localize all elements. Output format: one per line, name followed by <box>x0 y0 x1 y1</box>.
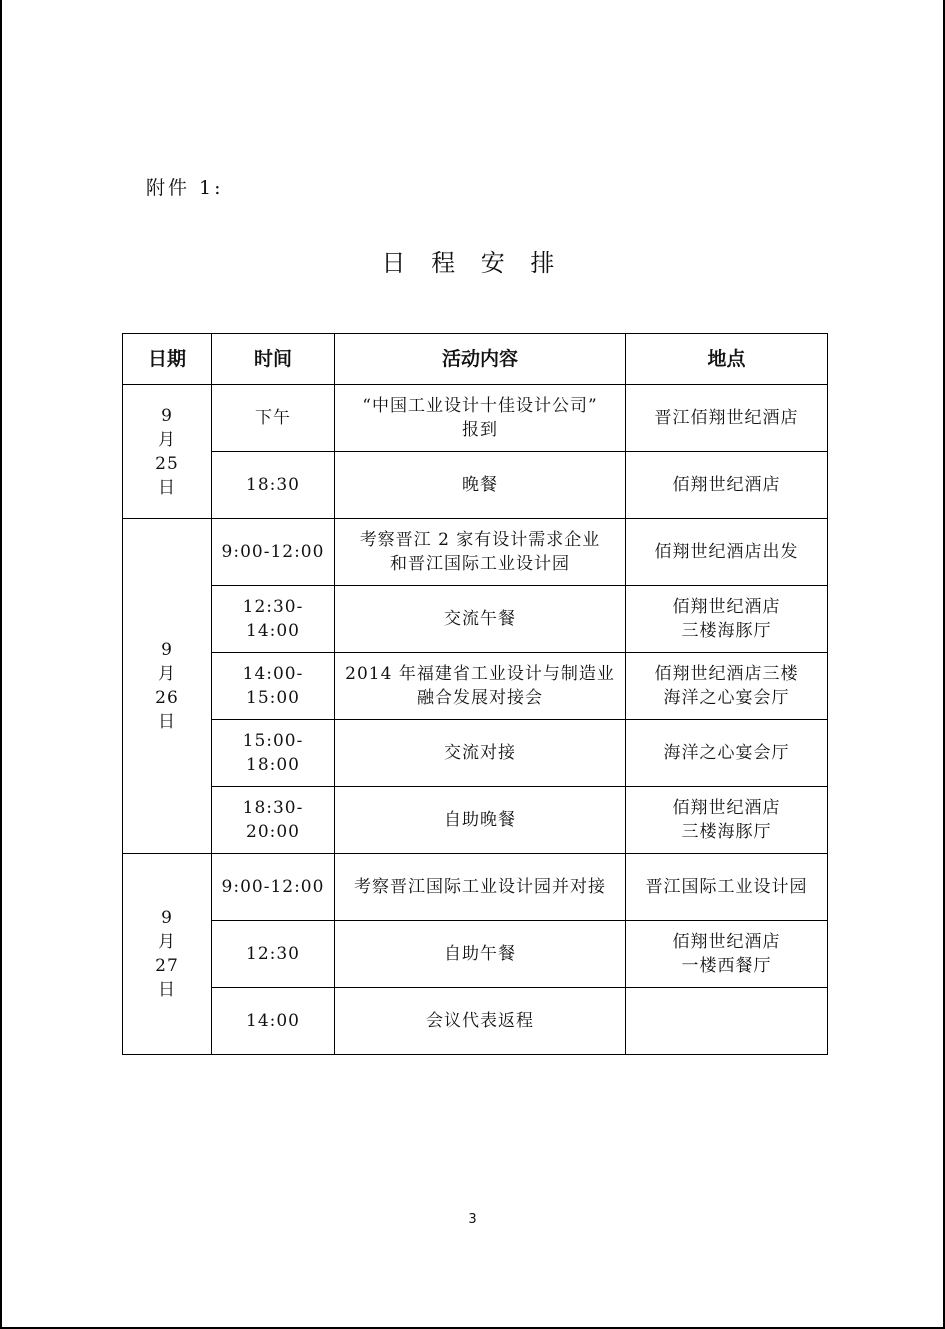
schedule-body <box>123 385 828 1055</box>
date-month: 9 <box>161 405 173 426</box>
date-month-unit: 月 <box>158 429 176 450</box>
activity-line: 考察晋江国际工业设计园并对接 <box>354 877 606 897</box>
date-day-unit: 日 <box>158 477 176 498</box>
time-cell: 18:30-20:00 <box>212 787 335 854</box>
page-border-left <box>0 0 2 1329</box>
location-line: 佰翔世纪酒店三楼 <box>654 664 799 684</box>
activity-cell <box>335 988 626 1055</box>
column-header-location: 地点 <box>626 334 828 385</box>
location-line: 佰翔世纪酒店 <box>672 475 781 495</box>
date-cell <box>123 854 212 1055</box>
location-line: 一楼西餐厅 <box>681 956 772 976</box>
date-day-unit: 日 <box>158 712 176 732</box>
location-cell <box>626 519 828 586</box>
time-cell: 9:00-12:00 <box>212 519 335 586</box>
activity-cell <box>335 653 626 720</box>
location-cell <box>626 988 828 1055</box>
activity-line: 和晋江国际工业设计园 <box>390 554 570 574</box>
activity-cell <box>335 787 626 854</box>
activity-cell <box>335 854 626 921</box>
column-header-time: 时间 <box>212 334 335 385</box>
date-day-unit: 日 <box>158 980 176 1000</box>
activity-line: 报到 <box>462 420 498 440</box>
activity-cell <box>335 385 626 452</box>
table-row <box>123 988 828 1055</box>
activity-line: 考察晋江 2 家有设计需求企业 <box>359 530 601 550</box>
activity-line: 会议代表返程 <box>426 1011 534 1031</box>
location-line: 佰翔世纪酒店 <box>672 597 781 617</box>
activity-cell <box>335 519 626 586</box>
schedule-table <box>122 333 828 1055</box>
activity-line: 晚餐 <box>462 475 498 495</box>
table-row <box>123 787 828 854</box>
table-header-row <box>123 334 828 385</box>
activity-line: 融合发展对接会 <box>417 688 543 708</box>
column-header-date: 日期 <box>123 334 212 385</box>
date-day: 25 <box>155 453 179 474</box>
time-cell: 14:00-15:00 <box>212 653 335 720</box>
date-month: 9 <box>161 640 173 660</box>
location-cell <box>626 653 828 720</box>
time-cell: 15:00-18:00 <box>212 720 335 787</box>
activity-cell <box>335 720 626 787</box>
date-month-unit: 月 <box>158 664 176 684</box>
location-line: 三楼海豚厅 <box>681 621 772 641</box>
location-line: 晋江国际工业设计园 <box>645 877 808 897</box>
location-cell <box>626 452 828 519</box>
location-cell <box>626 787 828 854</box>
page-number: 3 <box>468 1212 477 1227</box>
location-cell <box>626 921 828 988</box>
location-line: 三楼海豚厅 <box>681 822 772 842</box>
location-line: 佰翔世纪酒店 <box>672 932 781 952</box>
activity-cell <box>335 586 626 653</box>
date-day: 26 <box>155 688 179 708</box>
location-cell <box>626 385 828 452</box>
table-row <box>123 720 828 787</box>
activity-line: 自助晚餐 <box>444 810 516 830</box>
activity-line: “中国工业设计十佳设计公司” <box>362 396 598 416</box>
activity-line: 自助午餐 <box>444 944 516 964</box>
table-row <box>123 385 828 452</box>
location-line: 佰翔世纪酒店出发 <box>654 542 799 562</box>
page-title: 日 程 安 排 <box>381 249 564 277</box>
time-cell: 14:00 <box>212 988 335 1055</box>
table-row <box>123 653 828 720</box>
activity-line: 2014 年福建省工业设计与制造业 <box>345 664 615 684</box>
column-header-activity: 活动内容 <box>335 334 626 385</box>
table-row <box>123 921 828 988</box>
location-line: 海洋之心宴会厅 <box>663 743 790 763</box>
date-day: 27 <box>155 956 179 976</box>
attachment-label: 附件 1: <box>146 177 224 199</box>
activity-cell <box>335 921 626 988</box>
activity-cell <box>335 452 626 519</box>
table-row <box>123 452 828 519</box>
activity-line: 交流午餐 <box>444 609 516 629</box>
table-row <box>123 586 828 653</box>
time-cell: 12:30 <box>212 921 335 988</box>
location-line: 佰翔世纪酒店 <box>672 798 781 818</box>
time-cell: 9:00-12:00 <box>212 854 335 921</box>
date-month-unit: 月 <box>158 932 176 952</box>
location-line: 海洋之心宴会厅 <box>663 688 790 708</box>
date-cell <box>123 385 212 519</box>
time-cell: 12:30-14:00 <box>212 586 335 653</box>
date-cell <box>123 519 212 854</box>
table-row <box>123 854 828 921</box>
location-cell <box>626 720 828 787</box>
location-cell <box>626 586 828 653</box>
date-month: 9 <box>161 908 173 928</box>
time-cell: 下午 <box>212 385 335 452</box>
table-row <box>123 519 828 586</box>
location-line: 晋江佰翔世纪酒店 <box>654 408 799 428</box>
activity-line: 交流对接 <box>444 743 516 763</box>
location-cell <box>626 854 828 921</box>
time-cell: 18:30 <box>212 452 335 519</box>
